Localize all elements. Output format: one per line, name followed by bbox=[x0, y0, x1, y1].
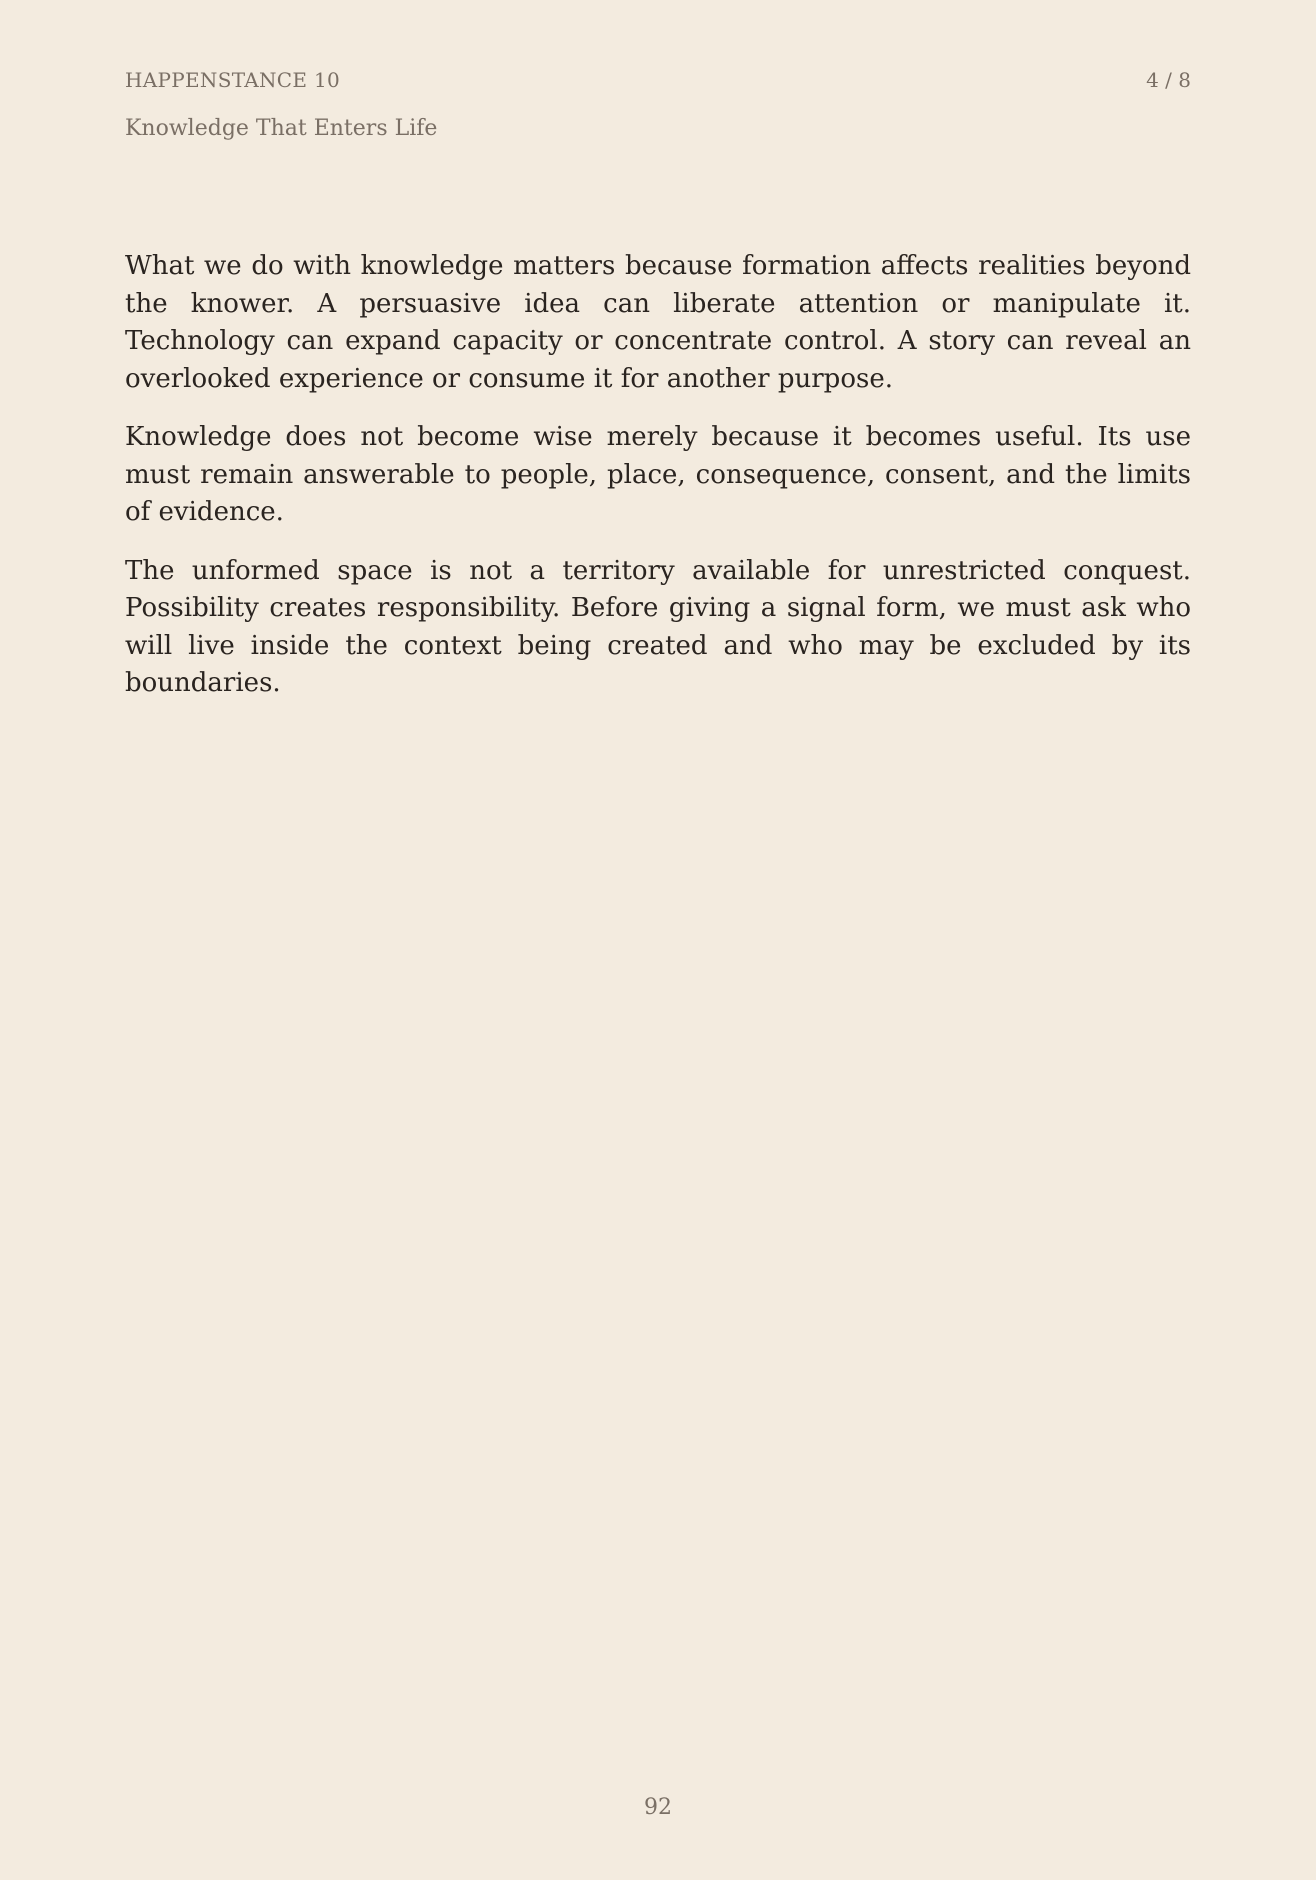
body-text bbox=[125, 248, 1191, 724]
series-title: HAPPENSTANCE 10 bbox=[125, 68, 340, 92]
paragraph: What we do with knowledge matters because formation affects realities beyond the knower. A persuasive idea can liberate attention or manipulate it. Technology can expand capacity or concentrate control. A story can reveal an overlooked experience or consume it for another purpose. bbox=[125, 251, 1191, 394]
page-indicator: 4 / 8 bbox=[1146, 68, 1191, 92]
paragraph: Knowledge does not become wise merely because it becomes useful. Its use must remain answerable to people, place, consequence, consent, and the limits of evidence. bbox=[125, 422, 1191, 527]
page-number: 92 bbox=[644, 1795, 672, 1820]
paragraph: The unformed space is not a territory available for unrestricted conquest. Possibility creates responsibility. Before giving a signal form, we must ask who will live inside the context being created and who may be excluded by its boundaries. bbox=[125, 555, 1191, 698]
chapter-title: Knowledge That Enters Life bbox=[125, 116, 438, 141]
running-header bbox=[125, 68, 1191, 98]
